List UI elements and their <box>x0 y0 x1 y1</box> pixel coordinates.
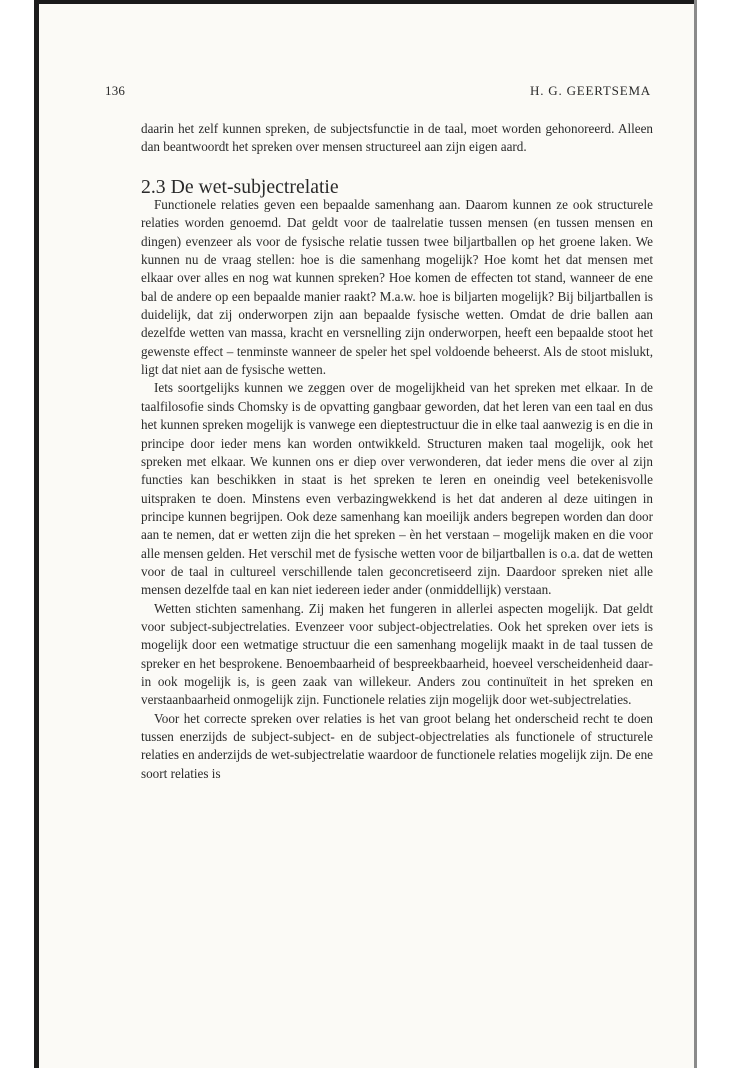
paragraph-speaking-possibility: Iets soortgelijks kunnen we zeggen over de mogelijkheid van het spreken met elkaar. In de taalfilosofie sinds Chomsky is de opvatting gangbaar geworden, dat het leren van een taal en dus het kunnen spreken mogelijk is vanwege een dieptestructuur die in elke taal aanwezig is en die in principe door ieder mens kan worden ontwikkeld. Structuren maken taal mogelijk, ook het spreken met elkaar. We kunnen ons er diep over verwonderen, dat ieder mens die over al zijn functies kan beschikken in staat is het spreken te leren en oneindig veel betekenisvolle uitspraken te doen. Minstens even verbazingwekkend is het dat anderen al deze uitingen in principe kunnen begrijpen. Ook deze samenhang kan moeilijk anders begrepen worden dan door aan te nemen, dat er wetten zijn die het spreken – èn het verstaan – mogelijk maken en die voor alle mensen gelden. Het verschil met de fysische wetten voor de biljartballen is o.a. dat de wetten voor de taal in cultureel verschillende talen geconcretiseerd zijn. Daardoor spreken niet alle mensen dezelfde taal en kan niet iedereen ieder ander (onmiddellijk) verstaan. <box>141 380 653 598</box>
paragraph-continuation: daarin het zelf kunnen spreken, de subjectsfunctie in de taal, moet worden gehonoreerd. Alleen dan beantwoordt het spreken over mensen structureel aan zijn eigen aard. <box>141 121 653 155</box>
body-text <box>141 120 653 783</box>
paragraph-correct-speaking: Voor het correcte spreken over relaties is het van groot belang het onderscheid recht te doen tussen enerzijds de subject-subject- en de subject-objectrelaties als functionele of structurele relaties en anderzijds de wet-subjectrelatie waardoor de functionele relaties mogelijk zijn. De ene soort relaties is <box>141 710 653 781</box>
page-number: 136 <box>105 83 126 98</box>
scan-border-right <box>694 0 697 1068</box>
paragraph-laws-coherence: Wetten stichten samenhang. Zij maken het fungeren in allerlei aspecten mogelijk. Dat geldt voor subject-subjectrelaties. Evenzeer voor subject-objectrelaties. Ook het spreken over iets is mogelijk door een wetmatige structuur die een samenhang mogelijk maakt in de taal tussen de spreker en het besprokene. Benoembaarheid of bespreekbaarheid, hoeveel verscheidenheid daarin ook mogelijk is, is geen zaak van willekeur. Anders zou continuïteit in het spreken en verstaanbaarheid onmogelijk zijn. Functionele relaties zijn mogelijk door wet-subjectrelaties. <box>141 600 653 708</box>
section-heading: 2.3 De wet-subjectrelatie <box>141 175 339 198</box>
running-head <box>105 83 651 101</box>
paragraph-functional-relations: Functionele relaties geven een bepaalde samenhang aan. Daarom kunnen ze ook structurele relaties worden genoemd. Dat geldt voor de taalrelatie tussen mensen (en tussen mensen en dingen) evenzeer als voor de fysische relatie tussen twee biljartballen op het groene laken. We kunnen nu de vraag stellen: hoe is die samenhang mogelijk? Hoe komt het dat mensen met elkaar over alles en nog wat kunnen spreken? Hoe komen de effecten tot stand, wanneer de ene bal de andere op een bepaalde manier raakt? M.a.w. hoe is biljarten mogelijk? Bij biljartballen is duidelijk, dat zij onderworpen zijn aan bepaalde fysische wetten. Omdat de drie ballen aan dezelfde wetten van massa, kracht en versnelling zijn onderworpen, heeft een bepaalde stoot het gewenste effect – tenminste wanneer de speler het spel voldoende beheerst. Als de stoot mislukt, ligt dat niet aan de fysische wetten. <box>141 197 653 378</box>
running-head-author: H. G. GEERTSEMA <box>530 83 651 98</box>
section-spacer <box>141 157 653 178</box>
